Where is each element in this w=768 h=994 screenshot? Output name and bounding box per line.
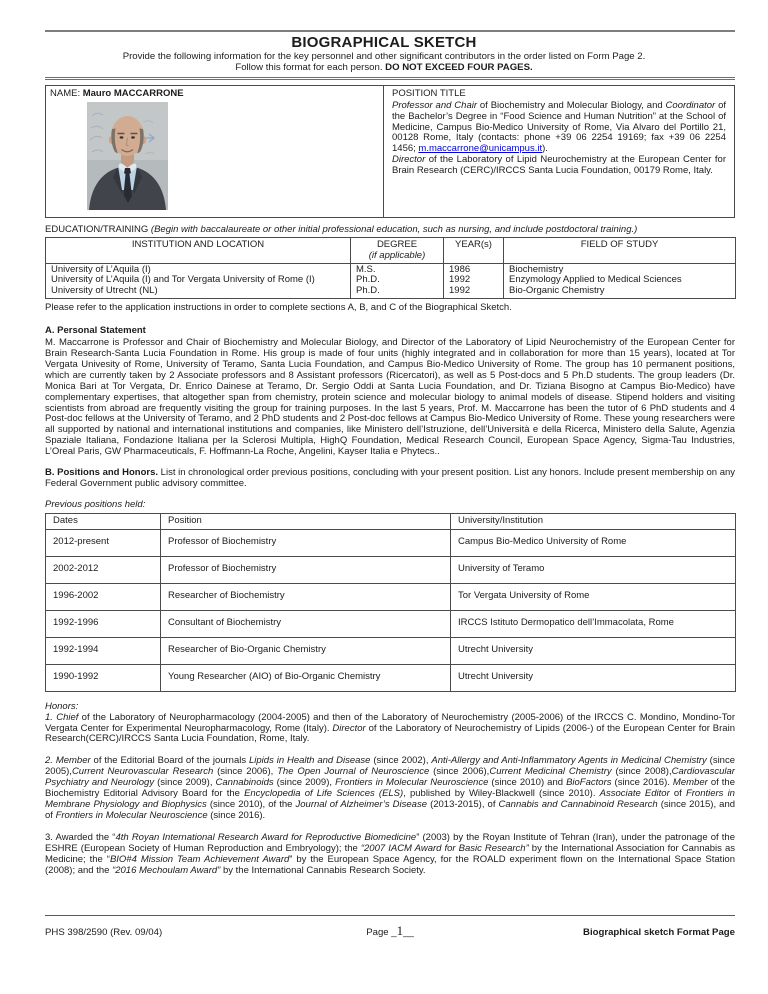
position-title: Young Researcher (AIO) of Bio-Organic Chemistry: [161, 664, 451, 691]
positions-col-institution: University/Institution: [451, 513, 736, 529]
table-row: [46, 610, 736, 637]
page-title: BIOGRAPHICAL SKETCH: [291, 34, 477, 51]
positions-col-dates: Dates: [46, 513, 161, 529]
education-col-years: YEAR(s): [444, 237, 504, 263]
education-section-label: EDUCATION/TRAINING (Begin with baccalaureate or other initial professional education, such as nursing, and include postdoctoral training.): [45, 223, 638, 235]
education-field: Bio-Organic Chemistry: [509, 286, 605, 297]
education-col-degree: DEGREE (if applicable): [351, 237, 444, 263]
footer-page-number: Page _1__: [366, 923, 414, 938]
position-title-text-2: Director of the Laboratory of Lipid Neurochemistry at the European Center for Brain Research (CERC)/IRCCS Santa Lucia Foundation, 00179 Rome, Italy.: [392, 154, 726, 177]
position-institution: IRCCS Istituto Dermopatico dell’Immacolata, Rome: [451, 610, 736, 637]
honors-label: Honors:: [45, 700, 79, 712]
email-link[interactable]: m.maccarrone@unicampus.it: [418, 143, 543, 155]
education-year: 1992: [449, 286, 471, 297]
name-value: Mauro MACCARRONE: [82, 87, 184, 99]
positions-honors-intro: B. Positions and Honors. List in chronological order previous positions, concluding with your present position. List any honors. Include present membership on any Federal Government public advisory committee.: [45, 467, 736, 489]
footer-form-number: PHS 398/2590 (Rev. 09/04): [45, 927, 163, 938]
previous-positions-label: Previous positions held:: [45, 498, 146, 510]
position-institution: Campus Bio-Medico University of Rome: [451, 529, 736, 556]
position-dates: 2002-2012: [46, 556, 161, 583]
positions-col-position: Position: [161, 513, 451, 529]
positions-table: [45, 513, 736, 692]
position-institution: Utrecht University: [451, 664, 736, 691]
name-label: NAME:: [50, 87, 83, 99]
personal-statement-body: M. Maccarrone is Professor and Chair of Biochemistry and Molecular Biology, and Director of the Laboratory of Lipid Neurochemistry of the European Center for Brain Research-Santa Lucia Foundation in Rome. His group is made of four units (highly integrated and in collaboration for more than 15 years), located at Tor Vergata Univesity of Rome, University of Teramo, Santa Lucia Foundation, and Campus Bio-Medico University of Rome. The group has 10 permanent positions, which are currently taken by 2 Associate professors and 8 Assistant professors (Ricercatori), as well as 5 Post-docs and 5 Ph.D students. The group leaders (Dr. Monica Bari at Tor Vergata, Dr. Enrico Dainese at Teramo, Dr. Sergio Oddi at Santa Lucia Foundation, and Dr. Tiziana Bisogno at Campus Bio-Medico) have complementary expertises, that altogether span from chemistry, protein science and molecular biology to animal models of disease. Stipend holders and visiting scientists from abroad are frequently visiting the group for training purposes. In the last 5 years, Prof. M. Maccarrone has been the tutor of 6 PhD students and 4 Post-doc fellows at the University of Teramo, and 2 PhD students and 2 Post-doc fellows at Campus Bio-Medico University of Rome. These young researchers were all supported by national and international institutions and companies, like Ministero dell’Istruzione, dell’Università e della Ricerca, Ministero della Salute, Agenzia Spaziale Italiana, Fondazione Italiana per la Sclerosi Multipla, HighQ Foundation, Medical Research Council, European Space Agency, Sigma-Tau Industries, L’Oreal Paris, GW Pharmaceuticals, F. Hoffmann-La Roche, Angelini, Kayser Italia e Phytecs..: [45, 337, 735, 458]
education-field: Enzymology Applied to Medical Sciences: [509, 275, 682, 286]
personal-statement-heading: A. Personal Statement: [45, 325, 146, 337]
education-year: 1986: [449, 264, 471, 275]
position-dates: 1992-1996: [46, 610, 161, 637]
table-row: [46, 529, 736, 556]
education-degree: Ph.D.: [356, 275, 380, 286]
table-row: [46, 556, 736, 583]
education-institution: University of L’Aquila (I): [51, 264, 151, 275]
position-title-text-1: Professor and Chair of Biochemistry and Molecular Biology, and Coordinator of the Bachelor’s Degree in “Food Science and Human Nutrition” at the School of Medicine, Campus Bio-Medico University of Rome, Via Alvaro del Portillo 21, 00128 Rome, Italy (contacts: phone +39 06 2254 19169; fax +39 06 2254 1456; m.maccarrone@unicampus.it).: [392, 99, 727, 155]
instructions-line1: Provide the following information for the key personnel and other significant contributors in the order listed on Form Page 2.: [122, 51, 646, 62]
position-title: Professor of Biochemistry: [161, 529, 451, 556]
education-header-row: [46, 237, 736, 263]
education-degree: Ph.D.: [356, 286, 380, 297]
education-field: Biochemistry: [509, 264, 564, 275]
instructions-line2: Follow this format for each person. DO NOT EXCEED FOUR PAGES.: [235, 62, 533, 74]
education-institution: University of L’Aquila (I) and Tor Vergata University of Rome (I): [51, 275, 315, 286]
education-institution: University of Utrecht (NL): [51, 286, 158, 297]
position-title: Professor of Biochemistry: [161, 556, 451, 583]
position-institution: University of Teramo: [451, 556, 736, 583]
position-institution: Utrecht University: [451, 637, 736, 664]
position-dates: 1992-1994: [46, 637, 161, 664]
honor-item-2: 2. Member of the Editorial Board of the journals Lipids in Health and Disease (since 2002), Anti-Allergy and Anti-Inflammatory Agents in Medicinal Chemistry (since 2005),Current Neurovascular Research (since 2006), The Open Journal of Neuroscience (since 2006),Current Medicinal Chemistry (since 2008),Cardiovascular Psychiatry and Neurology (since 2009), Cannabinoids (since 2009), Frontiers in Molecular Neuroscience (since 2010) and BioFactors (since 2016). Member of the Biochemistry Editorial Advisory Board for the Encyclopedia of Life Sciences (ELS), published by Wiley-Blackwell (since 2010). Associate Editor of Frontiers in Membrane Physiology and Biophysics (since 2010), of the Journal of Alzheimer’s Disease (2013-2015), of Cannabis and Cannabinoid Research (since 2015), and of Frontiers in Molecular Neuroscience (since 2016).: [45, 755, 736, 821]
name-position-table: [45, 85, 735, 218]
position-title-cell: [384, 86, 734, 217]
application-instructions-note: Please refer to the application instructions in order to complete sections A, B, and C of the Biographical Sketch.: [45, 302, 512, 314]
education-col-field: FIELD OF STUDY: [504, 237, 736, 263]
education-year: 1992: [449, 275, 471, 286]
position-dates: 1990-1992: [46, 664, 161, 691]
position-dates: 1996-2002: [46, 583, 161, 610]
top-rule: [45, 30, 735, 32]
position-dates: 2012-present: [46, 529, 161, 556]
education-table: [45, 237, 736, 300]
education-degree: M.S.: [356, 264, 376, 275]
position-institution: Tor Vergata University of Rome: [451, 583, 736, 610]
honor-item-1: 1. Chief of the Laboratory of Neuropharmacology (2004-2005) and then of the Laboratory of Neurochemistry (2005-2006) of the IRCCS C. Mondino, Mondino-Tor Vergata Center for Experimental Neuropharmacology, Rome (Italy). Director of the Laboratory of Neurochemistry of Lipids (2006-) of the European Center for Brain Research(CERC)/IRCCS Santa Lucia Foundation, Rome, Italy.: [45, 711, 735, 745]
positions-header-row: [46, 513, 736, 529]
portrait-photo: [87, 102, 168, 210]
page-number-value: 1: [396, 923, 404, 938]
table-row: [46, 637, 736, 664]
position-title: Researcher of Biochemistry: [161, 583, 451, 610]
education-data-row: [46, 263, 736, 299]
table-row: [46, 583, 736, 610]
education-col-institution: INSTITUTION AND LOCATION: [46, 237, 351, 263]
page-footer: [45, 915, 735, 939]
header-divider-rule: [45, 77, 735, 80]
footer-format-label: Biographical sketch Format Page: [583, 927, 735, 938]
position-title: Consultant of Biochemistry: [161, 610, 451, 637]
position-title: Researcher of Bio-Organic Chemistry: [161, 637, 451, 664]
honor-item-3: 3. Awarded the “4th Royan International Research Award for Reproductive Biomedicine” (2003) by the Royan Institute of Tehran (Iran), under the patronage of the ESHRE (European Society of Human Reproduction and Embryology); the “2007 IACM Award for Basic Research” by the International Association for Cannabis as Medicine; the “BIO#4 Mission Team Achievement Award” by the European Space Agency, for the ROALD experiment flown on the International Space Station (2008); and the “2016 Mechoulam Award” by the International Cannabis Research Society.: [45, 831, 736, 876]
table-row: [46, 664, 736, 691]
name-cell: [46, 86, 384, 217]
position-title-label: POSITION TITLE: [392, 87, 466, 99]
